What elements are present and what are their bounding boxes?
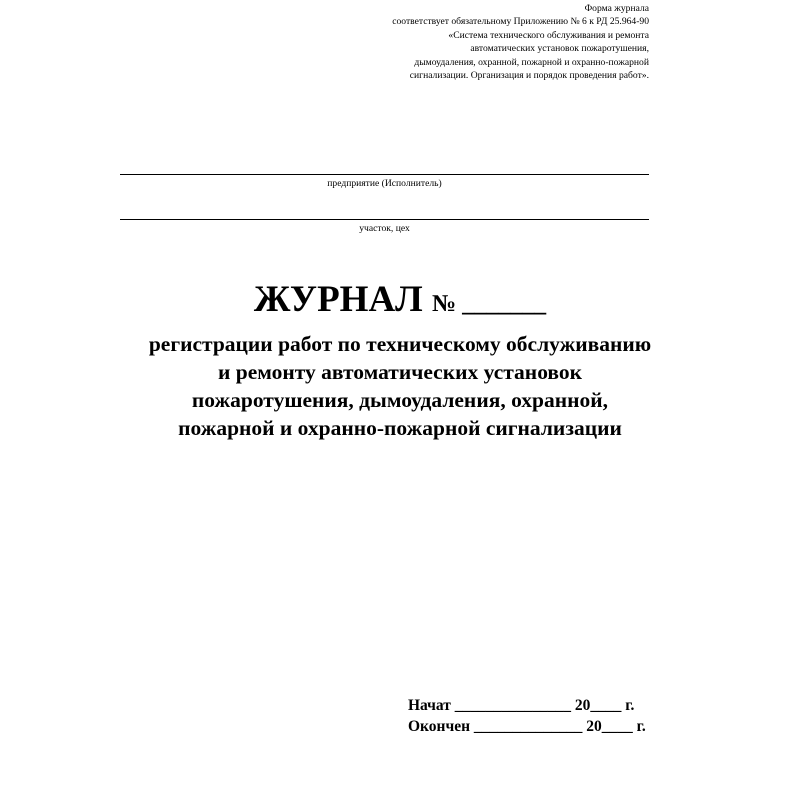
enterprise-caption: предприятие (Исполнитель) [327,178,442,189]
form-note-line: Форма журнала [584,3,649,14]
form-note-line: сигнализации. Организация и порядок проведения работ». [409,70,649,82]
journal-title-word: ЖУРНАЛ [253,279,423,320]
subtitle-line: пожаротушения, дымоудаления, охранной, [191,388,609,412]
form-note-line: «Система технического обслуживания и ремонта [448,29,649,41]
subtitle-line: пожарной и охранно-пожарной сигнализации [178,416,622,440]
journal-dates [408,695,646,737]
journal-number-field[interactable]: № _______ [432,291,547,317]
started-date-field[interactable]: Начат _______________ 20____ г. [408,697,635,714]
subtitle-line: и ремонту автоматических установок [217,360,583,384]
subtitle-line: регистрации работ по техническому обслуживанию [148,332,652,356]
finished-date-field[interactable]: Окончен ______________ 20____ г. [408,718,646,735]
journal-title [0,280,800,324]
form-note-line: соответствует обязательному Приложению № 6 к РД 25.964-90 [392,16,649,28]
form-compliance-note [329,2,649,82]
form-note-line: дымоудаления, охранной, пожарной и охранно-пожарной [414,56,649,68]
section-caption: участок, цех [359,223,410,234]
enterprise-fill-line[interactable] [120,174,649,175]
journal-subtitle [0,330,800,442]
form-note-line: автоматических установок пожаротушения, [470,43,649,55]
section-fill-line[interactable] [120,219,649,220]
